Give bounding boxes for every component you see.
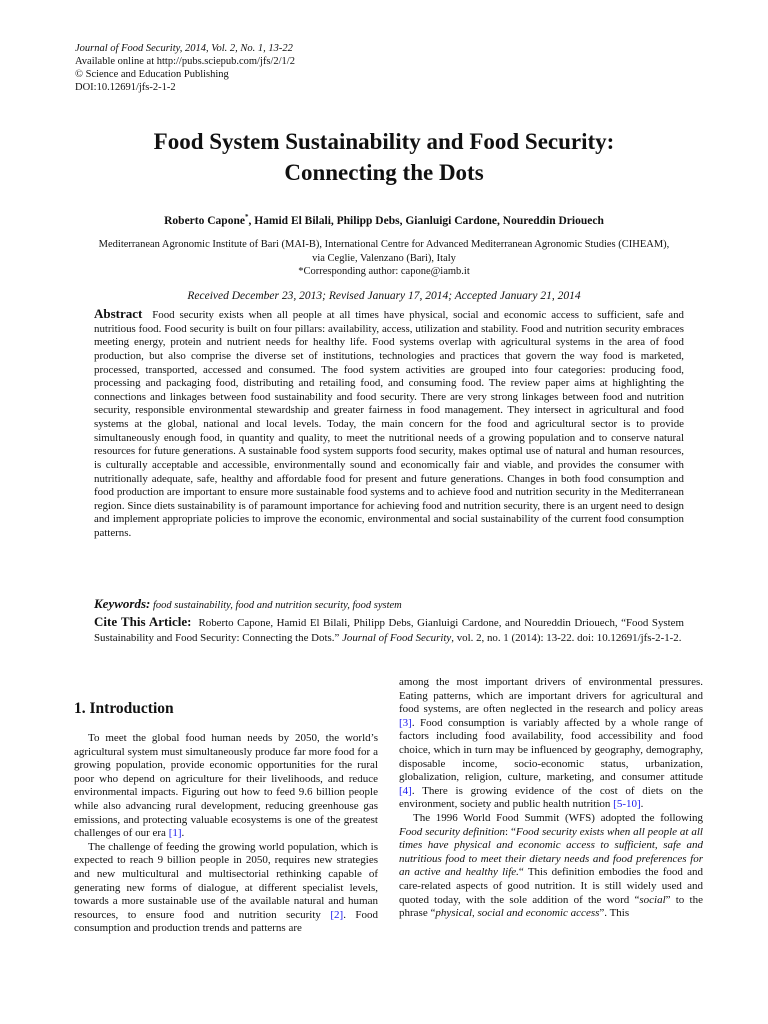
introduction-heading: 1. Introduction (74, 700, 174, 717)
cite-heading: Cite This Article: (94, 614, 192, 629)
reference-link[interactable]: [1] (168, 827, 182, 840)
paragraph-text: among the most important drivers of environmental pressures. Eating patterns, which are important drivers for agricultural and food systems, are often neglected in the research and policy areas (399, 676, 703, 716)
keywords-heading: Keywords: (94, 596, 151, 611)
paragraph-text: . (181, 827, 185, 840)
cite-details: , vol. 2, no. 1 (2014): 13-22. doi: 10.12691/jfs-2-1-2. (451, 632, 682, 645)
italic-text: social (639, 893, 666, 906)
paragraph-text: The challenge of feeding the growing world population, which is expected to reach 9 billion people in 2050, requires new strategies and new multicultural and multisectorial rethinking capable of generating new forms of dialogue, at different specialist levels, towards a more sustainable use of the available natural and human resources, to ensure food and nutrition security (74, 840, 378, 921)
intro-paragraph-1 (74, 732, 378, 841)
available-online-line: Available online at http://pubs.sciepub.com/jfs/2/1/2 (75, 56, 295, 67)
abstract-text: Food security exists when all people at all times have physical, social and economic access to sufficient, safe and nutritious food. Food security is built on four pillars: availability, access, utilization and stability. Food and nutrition security embraces meeting energy, protein and nutrient needs for healthy life. Food systems overlap with agricultural systems in the area of food production, but also comprise the diverse set of institutions, technologies and practices that govern the way food is marketed, processed, transported, accessed and consumed. The food system activities are grouped into four categories: producing food, processing and packaging food, distributing and retailing food, and consuming food. The review paper aims at highlighting the connections and linkages between food sustainability and food security. There are very strong linkages between food and nutrition security, responsible environmental stewardship and greater fairness in food management. They intersect in agricultural and food systems at the global, national and local levels. Today, the main concern for the food and agricultural sector is to provide simultaneously enough food, in quantity and quality, to meet the nutritional needs of a growing population and to conserve natural resources for future generations. A sustainable food system supports food security, makes optimal use of natural and human resources, is culturally acceptable and accessible, environmentally sound and economically fair and viable, and provides the consumer with nutritionally adequate, safe, healthy and affordable food for present and future generations. Changes in both food consumption and food production are important to ensure more sustainable food systems and to achieve food and nutrition security in the Mediterranean region. Since diets sustainability is of paramount importance for achieving food and nutrition security, there is an urgent need to design and implement appropriate policies to improve the economic, environmental and social sustainability of the current food consumption patterns. (94, 309, 684, 539)
paragraph-text: . (640, 798, 644, 811)
affiliation-line-1: Mediterranean Agronomic Institute of Bari (MAI-B), International Centre for Advanced Mediterranean Agronomic Studies (CIHEAM), (98, 239, 670, 250)
reference-link[interactable]: [5-10] (613, 798, 641, 811)
intro-paragraph-3 (399, 812, 703, 921)
reference-link[interactable]: [2] (330, 908, 344, 921)
reference-link[interactable]: [4] (399, 784, 412, 797)
paragraph-text: : “ (505, 825, 516, 838)
copyright-line: © Science and Education Publishing (75, 69, 229, 80)
title-line-2: Connecting the Dots (284, 160, 484, 185)
doi-line: DOI:10.12691/jfs-2-1-2 (75, 82, 176, 93)
affiliation (60, 238, 708, 279)
paper-title (0, 126, 768, 188)
author-list (0, 213, 768, 227)
corresponding-author: *Corresponding author: capone@iamb.it (298, 266, 470, 277)
affiliation-line-2: via Ceglie, Valenzano (Bari), Italy (312, 252, 456, 264)
paragraph-text: . Food consumption is variably affected by a whole range of factors including food availability, food accessibility and food choice, which in turn may be influenced by geography, demography, disposable income, socio-economic status, urbanization, globalization, religion, culture, marketing, and consumer attitude (399, 716, 703, 784)
italic-text: physical, social and economic access (435, 907, 600, 920)
title-line-1: Food System Sustainability and Food Security: (153, 129, 615, 154)
keywords (94, 596, 684, 612)
keywords-text: food sustainability, food and nutrition security, food system (152, 600, 402, 611)
paragraph-text: ”. This (599, 907, 630, 920)
italic-text: Food security exists when all people at all times have physical and economic access to sufficient, safe and nutritious food to meet their dietary needs and food preferences for an active and healthy life. (399, 825, 703, 879)
paragraph-text: . There is growing evidence of the cost of diets on the environment, society and public health nutrition (399, 784, 703, 811)
journal-header (75, 42, 295, 94)
first-author: Roberto Capone (164, 214, 245, 227)
publication-dates: Received December 23, 2013; Revised January 17, 2014; Accepted January 21, 2014 (187, 290, 581, 302)
journal-reference: Journal of Food Security, 2014, Vol. 2, No. 1, 13-22 (75, 43, 293, 54)
paragraph-text: “ This definition embodies the food and care-related aspects of good nutrition. It is still widely used and quoted today, with the sole addition of the word “ (399, 866, 704, 906)
reference-link[interactable]: [3] (399, 716, 412, 729)
other-authors: , Hamid El Bilali, Philipp Debs, Gianluigi Cardone, Noureddin Driouech (248, 214, 604, 227)
intro-paragraph-2 (74, 841, 378, 936)
left-column (74, 732, 378, 936)
intro-paragraph-2-continued (399, 676, 703, 812)
right-column (399, 676, 703, 921)
abstract-heading: Abstract (94, 306, 143, 321)
corresponding-star: * (244, 213, 249, 221)
cite-this-article (94, 614, 684, 646)
italic-text: Food security definition (399, 825, 506, 838)
abstract (94, 307, 684, 541)
cite-text: Roberto Capone, Hamid El Bilali, Philipp Debs, Gianluigi Cardone, and Noureddin Driouech, “Food System Sustainability and Food Security: Connecting the Dots.” (94, 617, 684, 645)
paragraph-text: To meet the global food human needs by 2050, the world’s agricultural system must simultaneously produce far more food for a growing population, provide economic opportunities for the rural poor who depend on agriculture for their livelihoods, and reduce environmental impacts. Figuring out how to feed 9.6 billion people while also advancing rural development, reducing greenhouse gas emissions, and protecting valuable ecosystems is one of the greatest challenges of our era (74, 732, 378, 840)
cite-journal: Journal of Food Security (342, 632, 452, 645)
paragraph-text: The 1996 World Food Summit (WFS) adopted the following (413, 811, 703, 824)
paragraph-text: ” to the phrase “ (399, 893, 703, 920)
paragraph-text: . Food consumption and production trends and patterns are (74, 908, 378, 935)
